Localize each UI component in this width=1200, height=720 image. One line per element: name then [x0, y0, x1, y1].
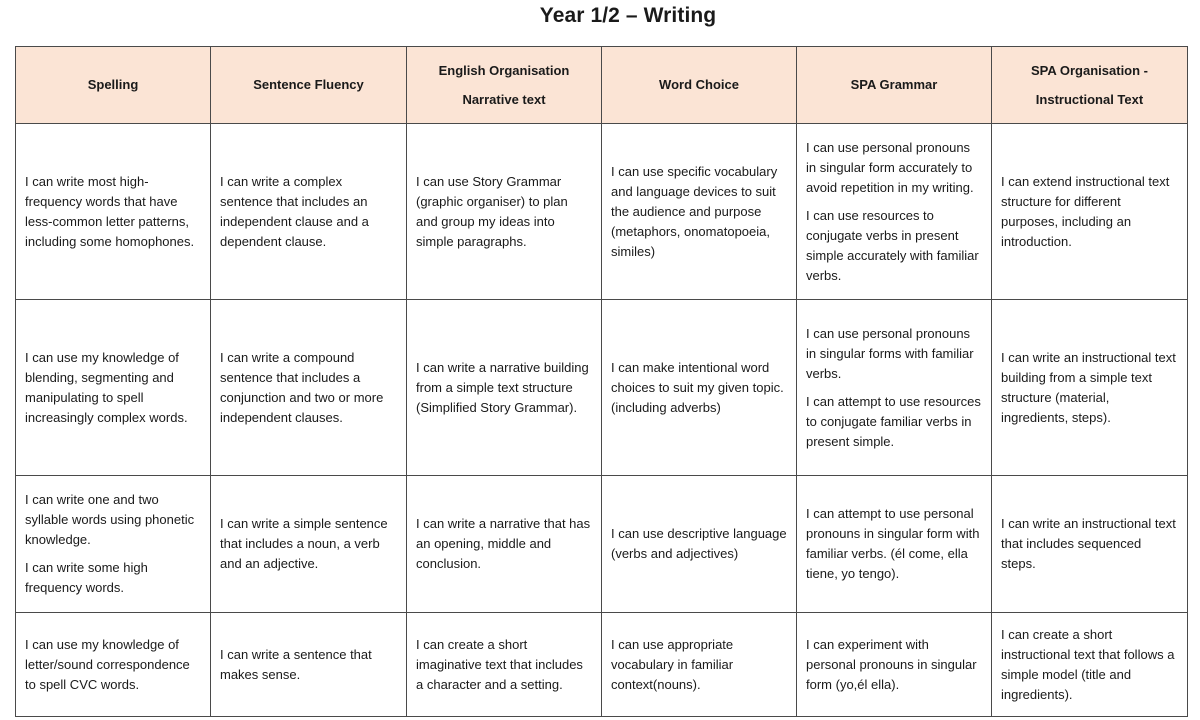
- table-cell: I can write a narrative building from a simple text structure (Simplified Story Grammar).: [407, 300, 602, 476]
- table-row: [16, 613, 1188, 717]
- header-spa-organisation: SPA Organisation - Instructional Text: [992, 47, 1188, 124]
- table-cell: I can attempt to use personal pronouns in singular form with familiar verbs. (él come, ella tiene, yo tengo).: [797, 476, 992, 613]
- table-cell: I can write most high-frequency words that have less-common letter patterns, including some homophones.: [16, 124, 211, 300]
- table-cell: I can create a short imaginative text that includes a character and a setting.: [407, 613, 602, 717]
- table-row: [16, 124, 1188, 300]
- table-cell: I can write an instructional text that includes sequenced steps.: [992, 476, 1188, 613]
- table-cell: I can use personal pronouns in singular form accurately to avoid repetition in my writing. I can use resources to conjugate verbs in present simple accurately with familiar verbs.: [797, 124, 992, 300]
- table-cell: I can write a complex sentence that includes an independent clause and a dependent clause.: [211, 124, 407, 300]
- table-cell: I can write one and two syllable words using phonetic knowledge. I can write some high frequency words.: [16, 476, 211, 613]
- table-cell: I can write a narrative that has an opening, middle and conclusion.: [407, 476, 602, 613]
- table-cell: I can use appropriate vocabulary in familiar context(nouns).: [602, 613, 797, 717]
- header-spa-grammar: SPA Grammar: [797, 47, 992, 124]
- table-cell: I can write an instructional text building from a simple text structure (material, ingredients, steps).: [992, 300, 1188, 476]
- header-row: [16, 47, 1188, 124]
- table-cell: I can write a simple sentence that includes a noun, a verb and an adjective.: [211, 476, 407, 613]
- table-cell: I can experiment with personal pronouns in singular form (yo,él ella).: [797, 613, 992, 717]
- table-row: [16, 476, 1188, 613]
- writing-rubric-table: [15, 46, 1188, 717]
- table-cell: I can extend instructional text structure for different purposes, including an introduction.: [992, 124, 1188, 300]
- table-cell: I can use descriptive language (verbs and adjectives): [602, 476, 797, 613]
- table-row: [16, 300, 1188, 476]
- table-cell: I can use Story Grammar (graphic organiser) to plan and group my ideas into simple paragraphs.: [407, 124, 602, 300]
- table-cell: I can make intentional word choices to suit my given topic. (including adverbs): [602, 300, 797, 476]
- table-cell: I can use my knowledge of blending, segmenting and manipulating to spell increasingly complex words.: [16, 300, 211, 476]
- page-title: Year 1/2 – Writing: [539, 4, 717, 27]
- header-english-organisation: English Organisation Narrative text: [407, 47, 602, 124]
- table-cell: I can use my knowledge of letter/sound correspondence to spell CVC words.: [16, 613, 211, 717]
- table-cell: I can create a short instructional text that follows a simple model (title and ingredients).: [992, 613, 1188, 717]
- header-spelling: Spelling: [16, 47, 211, 124]
- header-sentence-fluency: Sentence Fluency: [211, 47, 407, 124]
- table-cell: I can write a compound sentence that includes a conjunction and two or more independent clauses.: [211, 300, 407, 476]
- table-cell: I can use personal pronouns in singular forms with familiar verbs. I can attempt to use resources to conjugate familiar verbs in present simple.: [797, 300, 992, 476]
- table-cell: I can use specific vocabulary and language devices to suit the audience and purpose (metaphors, onomatopoeia, similes): [602, 124, 797, 300]
- header-word-choice: Word Choice: [602, 47, 797, 124]
- table-cell: I can write a sentence that makes sense.: [211, 613, 407, 717]
